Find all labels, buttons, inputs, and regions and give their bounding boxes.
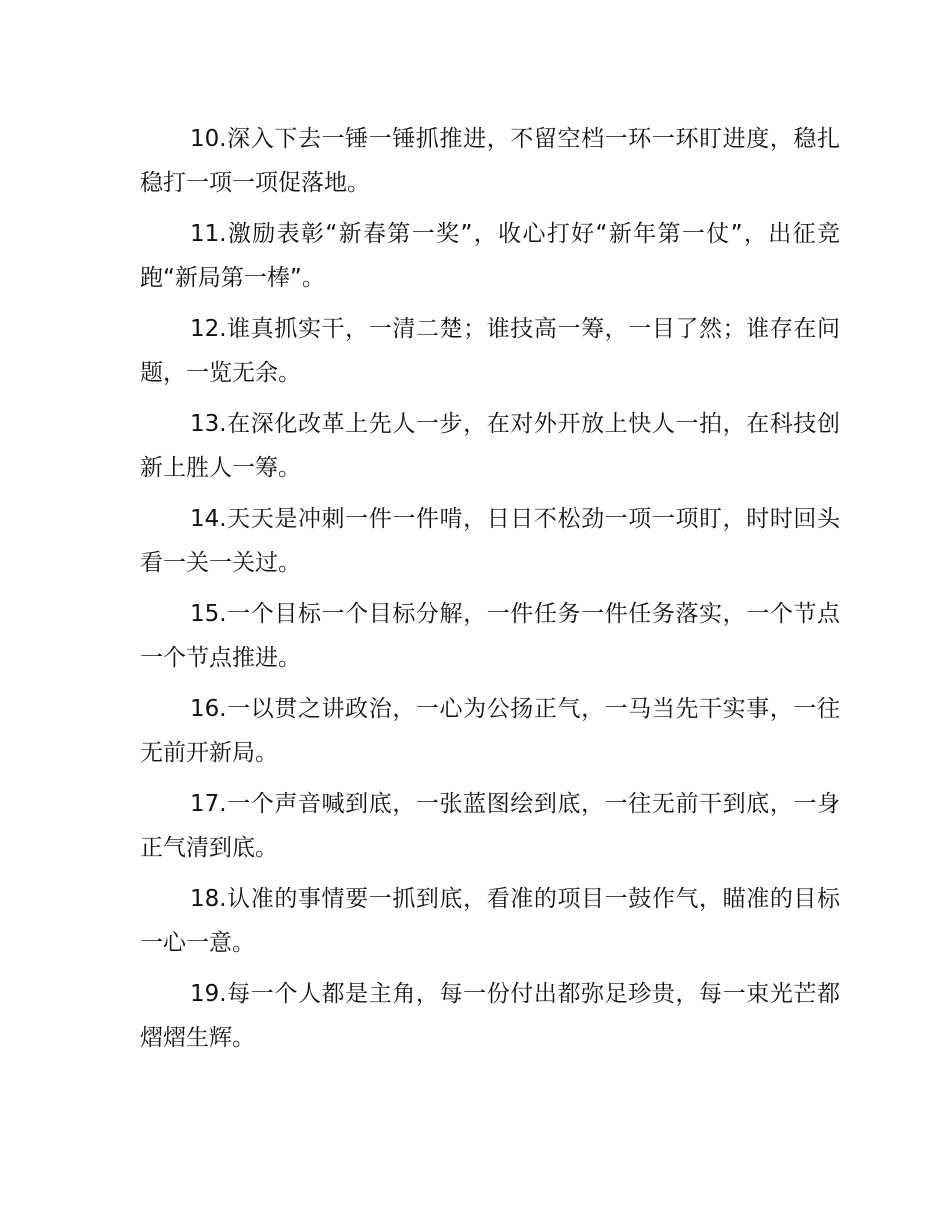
paragraph-16: 16.一以贯之讲政治，一心为公扬正气，一马当先干实事，一往无前开新局。 (140, 696, 840, 766)
paragraph-11: 11.激励表彰“新春第一奖”，收心打好“新年第一仗”，出征竞跑“新局第一棒”。 (140, 221, 840, 291)
paragraph-18: 18.认准的事情要一抓到底，看准的项目一鼓作气，瞄准的目标一心一意。 (140, 886, 840, 956)
paragraph-12: 12.谁真抓实干，一清二楚；谁技高一筹，一目了然；谁存在问题，一览无余。 (140, 316, 840, 386)
paragraph-14: 14.天天是冲刺一件一件啃，日日不松劲一项一项盯，时时回头看一关一关过。 (140, 506, 840, 576)
paragraph-15: 15.一个目标一个目标分解，一件任务一件任务落实，一个节点一个节点推进。 (140, 601, 840, 671)
paragraph-19: 19.每一个人都是主角，每一份付出都弥足珍贵，每一束光芒都熠熠生辉。 (140, 981, 840, 1051)
paragraph-17: 17.一个声音喊到底，一张蓝图绘到底，一往无前干到底，一身正气清到底。 (140, 791, 840, 861)
paragraph-10: 10.深入下去一锤一锤抓推进，不留空档一环一环盯进度，稳扎稳打一项一项促落地。 (140, 126, 840, 196)
document-body (140, 117, 840, 1067)
paragraph-13: 13.在深化改革上先人一步，在对外开放上快人一拍，在科技创新上胜人一筹。 (140, 411, 840, 481)
